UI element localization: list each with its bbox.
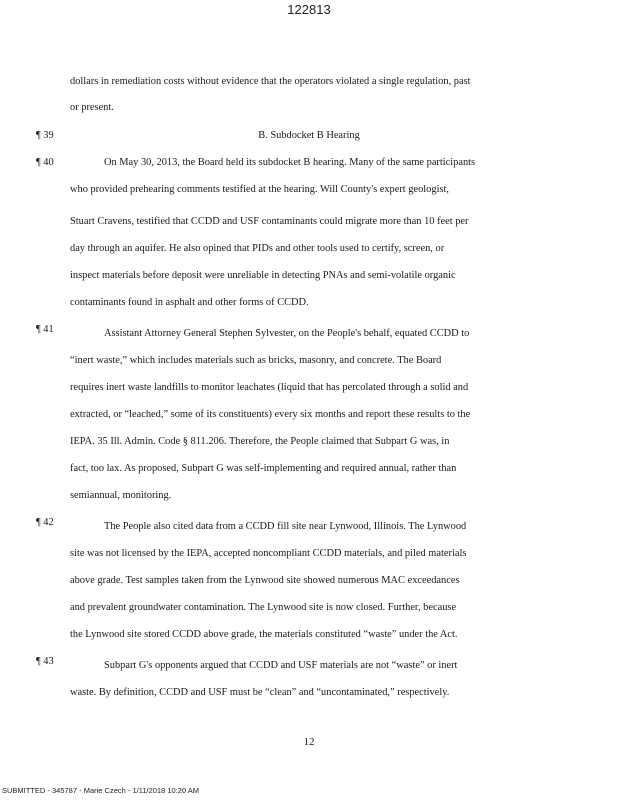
- paragraph-number-40: ¶ 40: [36, 157, 54, 168]
- text-line: Stuart Cravens, testified that CCDD and USF contaminants could migrate more than 10 feet per: [70, 216, 469, 227]
- text-line: The People also cited data from a CCDD fill site near Lynwood, Illinois. The Lynwood: [104, 521, 467, 532]
- text-line: IEPA. 35 Ill. Admin. Code § 811.206. Therefore, the People claimed that Subpart G was, in: [70, 436, 450, 447]
- text-line: who provided prehearing comments testified at the hearing. Will County's expert geologist,: [70, 184, 449, 195]
- section-heading: B. Subdocket B Hearing: [258, 130, 360, 141]
- submission-stamp: SUBMITTED - 345787 - Marie Czech - 1/11/2018 10:20 AM: [2, 786, 200, 795]
- document-number: 122813: [287, 2, 331, 17]
- text-line: site was not licensed by the IEPA, accepted noncompliant CCDD materials, and piled materials: [70, 548, 467, 559]
- text-line: extracted, or “leached,” some of its constituents) every six months and report these results to the: [70, 409, 471, 420]
- paragraph-number-41: ¶ 41: [36, 324, 54, 335]
- text-line: Subpart G's opponents argued that CCDD and USF materials are not “waste” or inert: [104, 660, 458, 671]
- text-line: requires inert waste landfills to monitor leachates (liquid that has percolated through a solid and: [70, 382, 469, 393]
- text-line: contaminants found in asphalt and other forms of CCDD.: [70, 297, 309, 308]
- text-line: On May 30, 2013, the Board held its subdocket B hearing. Many of the same participants: [104, 157, 476, 168]
- text-line: above grade. Test samples taken from the Lynwood site showed numerous MAC exceedances: [70, 575, 460, 586]
- text-line: and prevalent groundwater contamination. The Lynwood site is now closed. Further, because: [70, 602, 457, 613]
- text-line: dollars in remediation costs without evidence that the operators violated a single regulation, past: [70, 76, 471, 87]
- page-number: 12: [303, 736, 315, 748]
- text-line: the Lynwood site stored CCDD above grade, the materials constituted “waste” under the Act.: [70, 629, 458, 640]
- text-line: semiannual, monitoring.: [70, 490, 172, 501]
- paragraph-number-42: ¶ 42: [36, 517, 54, 528]
- text-line: Assistant Attorney General Stephen Sylvester, on the People's behalf, equated CCDD to: [104, 328, 470, 339]
- text-line: waste. By definition, CCDD and USF must be “clean” and “uncontaminated,” respectively.: [70, 687, 450, 698]
- text-line: inspect materials before deposit were unreliable in detecting PNAs and semi-volatile organic: [70, 270, 456, 281]
- text-line: or present.: [70, 102, 114, 113]
- paragraph-number-39: ¶ 39: [36, 130, 54, 141]
- text-line: day through an aquifer. He also opined that PIDs and other tools used to certify, screen, or: [70, 243, 445, 254]
- text-line: fact, too lax. As proposed, Subpart G was self-implementing and required annual, rather than: [70, 463, 457, 474]
- paragraph-number-43: ¶ 43: [36, 656, 54, 667]
- text-line: “inert waste,” which includes materials such as bricks, masonry, and concrete. The Board: [70, 355, 442, 366]
